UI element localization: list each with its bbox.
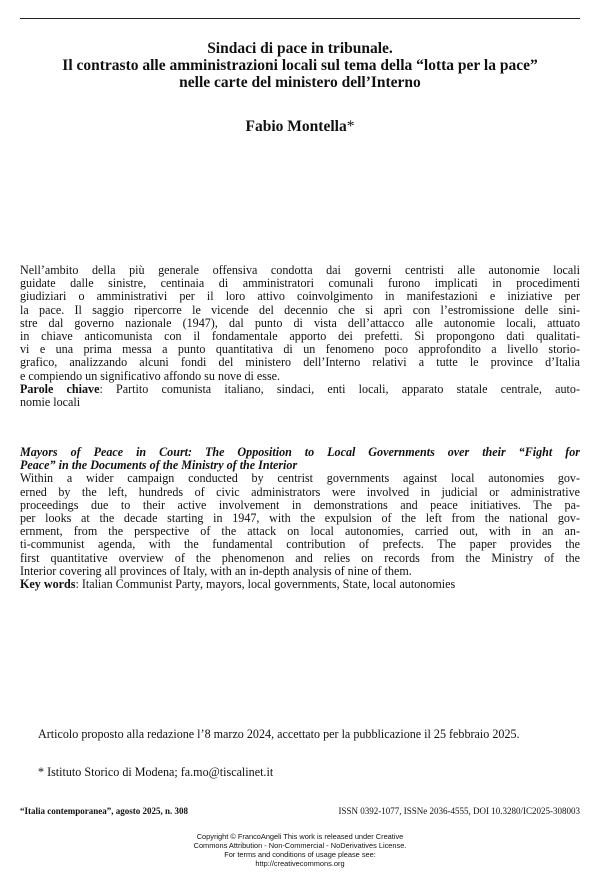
copyright-line: Copyright © FrancoAngeli This work is released under Creative bbox=[196, 832, 404, 841]
submission-note-text: Articolo proposto alla redazione l’8 marzo 2024, accettato per la pubblicazione il 25 febbraio 2025. bbox=[38, 727, 520, 741]
keywords-it-text: : Partito comunista italiano, sindaci, enti locali, apparato statale centrale, auto- bbox=[99, 381, 580, 396]
keywords-en bbox=[20, 578, 580, 591]
journal-issn: ISSN 0392-1077, ISSNe 2036-4555, DOI 10.3280/IC2025-308003 bbox=[338, 806, 580, 816]
article-submission-note bbox=[20, 727, 580, 742]
article-title bbox=[20, 40, 580, 91]
abstract-line: Within a wider campaign conducted by centrist governments against local autonomies gov- bbox=[20, 471, 580, 486]
abstract-line: guidate dalle sinistre, centinaia di amministratori comunali furono implicati in procedimenti bbox=[20, 276, 580, 291]
abstract-line: la pace. Il saggio ripercorre le vicende del decennio che si aprì con l’estromissione delle sini- bbox=[20, 302, 580, 317]
abstract-line: e compiendo un significativo affondo su nove di esse. bbox=[20, 368, 281, 383]
title-line: nelle carte del ministero dell’Interno bbox=[179, 74, 421, 91]
keywords-en-label: Key words bbox=[20, 577, 76, 592]
keywords-en-text: : Italian Communist Party, mayors, local governments, State, local autonomies bbox=[75, 577, 456, 592]
keywords-it-label: Parole chiave bbox=[20, 381, 100, 396]
keywords-it bbox=[20, 383, 580, 396]
keywords-it-continued: nomie locali bbox=[20, 395, 81, 410]
abstract-line: ti-communist agenda, with the fundamental contribution of prefects. The paper provides the bbox=[20, 537, 580, 552]
author-affiliation bbox=[20, 765, 580, 780]
abstract-line: proceedings due to their active involvement in demonstrations and peace initiatives. The pa- bbox=[20, 497, 580, 512]
copyright-notice bbox=[0, 832, 600, 868]
abstract-line: in chiave anticomunista con il fondamentale apporto dei prefetti. Si propongono dati qualitati- bbox=[20, 329, 580, 344]
journal-footer bbox=[20, 806, 580, 816]
affiliation-text: * Istituto Storico di Modena; fa.mo@tiscalinet.it bbox=[38, 765, 274, 779]
english-title-line: Mayors of Peace in Court: The Opposition to Local Governments over their “Fight for bbox=[20, 445, 580, 459]
copyright-link[interactable]: http://creativecommons.org bbox=[255, 859, 345, 868]
abstract-line: giudiziari o amministrativi per il loro attivo coinvolgimento in manifestazioni e iniziative per bbox=[20, 289, 580, 304]
abstract-line: Interior covering all provinces of Italy, with an in-depth analysis of nine of them. bbox=[20, 563, 412, 578]
abstract-line: first quantitative overview of the phenomenon and relies on records from the Ministry of the bbox=[20, 550, 580, 565]
title-line: Il contrasto alle amministrazioni locali sul tema della “lotta per la pace” bbox=[62, 57, 538, 74]
english-title-line: Peace” in the Documents of the Ministry of the Interior bbox=[20, 458, 298, 473]
abstract-italian bbox=[20, 264, 580, 409]
copyright-line: For terms and conditions of usage please see: bbox=[224, 850, 376, 859]
author bbox=[20, 118, 580, 136]
top-rule bbox=[20, 18, 580, 19]
copyright-line: Commons Attribution - Non-Commercial - NoDerivatives License. bbox=[193, 841, 407, 850]
abstract-line: Nell’ambito della più generale offensiva condotta dai governi centristi alle autonomie locali bbox=[20, 263, 580, 277]
abstract-line: vi e una prima messa a punto quantitativa di un fenomeno poco approfondito a livello storio- bbox=[20, 342, 580, 357]
journal-citation: “Italia contemporanea”, agosto 2025, n. 308 bbox=[20, 806, 188, 816]
abstract-line: erned by the left, hundreds of civic administrators were involved in judicial or administrative bbox=[20, 484, 580, 499]
abstract-line: per looks at the decade starting in 1947, with the expulsion of the left from the national gov- bbox=[20, 511, 580, 526]
author-name: Fabio Montella bbox=[245, 118, 347, 135]
title-line: Sindaci di pace in tribunale. bbox=[207, 40, 393, 57]
abstract-line: grafico, analizzando alcuni fondi del ministero dell’Interno relativi a tutte le province d’Italia bbox=[20, 355, 580, 370]
abstract-line: stre dal governo nazionale (1947), dal punto di vista dell’attacco alle autonomie locali, attuato bbox=[20, 315, 580, 330]
author-footnote-mark: * bbox=[346, 118, 355, 135]
abstract-line: ernment, from the perspective of the attack on local autonomies, carried out, with in an an- bbox=[20, 524, 580, 539]
abstract-english bbox=[20, 446, 580, 591]
